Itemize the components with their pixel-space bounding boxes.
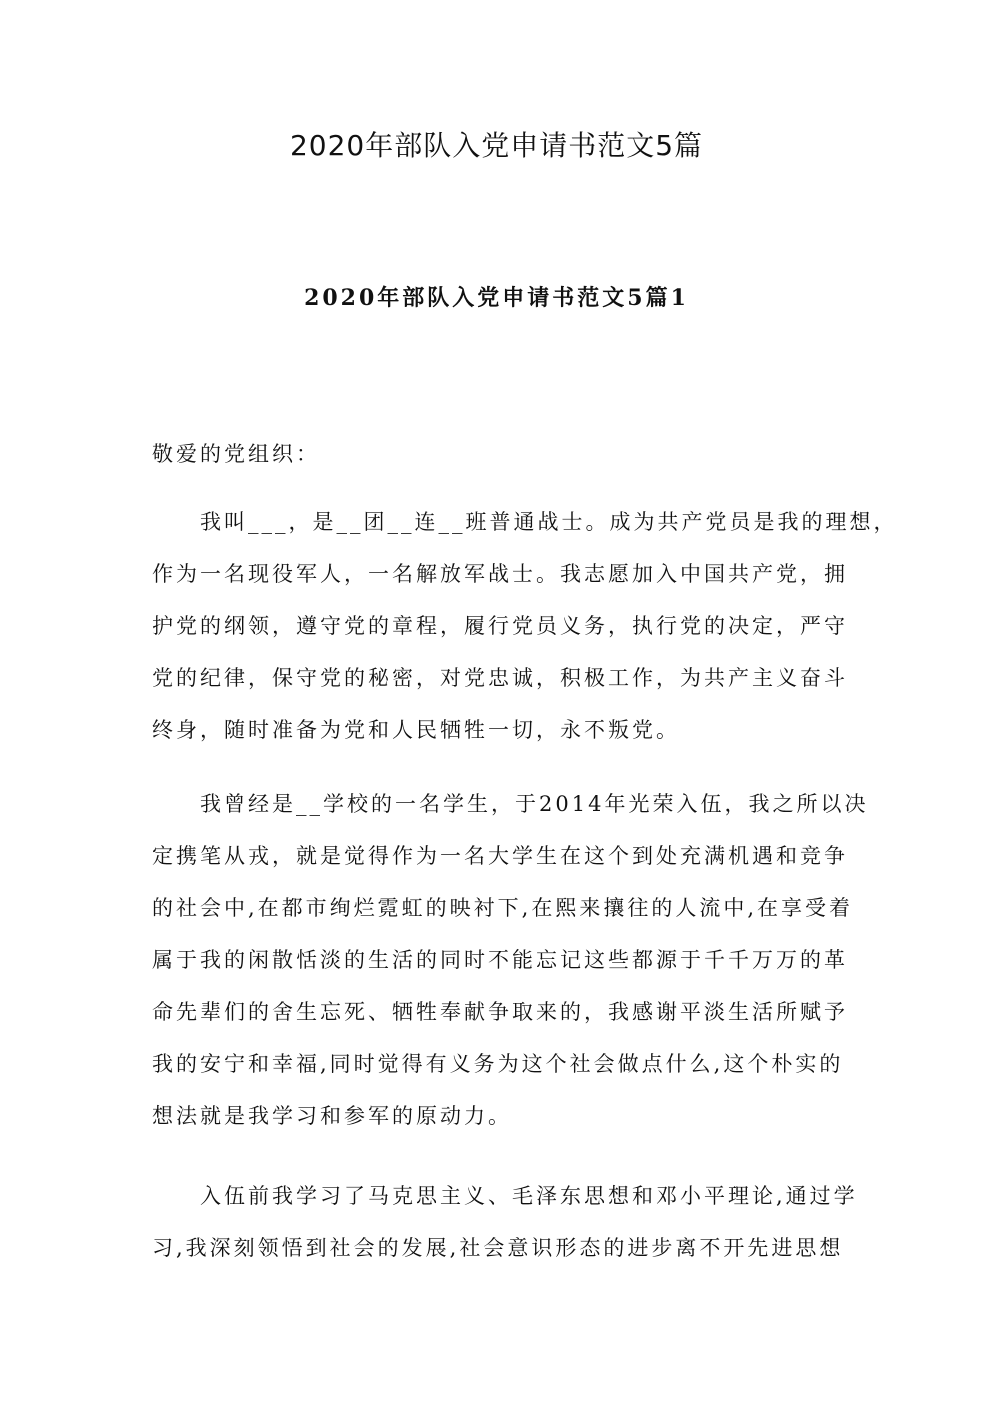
- paragraph-line: 习,我深刻领悟到社会的发展,社会意识形态的进步离不开先进思想: [152, 1236, 844, 1260]
- paragraph-line: 我叫___，是__团__连__班普通战士。成为共产党员是我的理想，: [200, 510, 898, 534]
- paragraph-line: 的社会中,在都市绚烂霓虹的映衬下,在熙来攘往的人流中,在享受着: [152, 896, 854, 920]
- document-title: 2020年部队入党申请书范文5篇: [289, 129, 704, 162]
- paragraph-line: 终身，随时准备为党和人民牺牲一切，永不叛党。: [152, 718, 680, 742]
- paragraph-line: 作为一名现役军人，一名解放军战士。我志愿加入中国共产党，拥: [152, 562, 848, 586]
- salutation: 敬爱的党组织：: [152, 442, 320, 466]
- paragraph-3: [152, 1170, 858, 1274]
- paragraph-1: [152, 496, 898, 756]
- paragraph-line: 属于我的闲散恬淡的生活的同时不能忘记这些都源于千千万万的革: [152, 948, 848, 972]
- paragraph-line: 党的纪律，保守党的秘密，对党忠诚，积极工作，为共产主义奋斗: [152, 666, 848, 690]
- paragraph-line: 定携笔从戎，就是觉得作为一名大学生在这个到处充满机遇和竞争: [152, 844, 848, 868]
- paragraph-line: 命先辈们的舍生忘死、牺牲奉献争取来的，我感谢平淡生活所赋予: [152, 1000, 848, 1024]
- section-title: 2020年部队入党申请书范文5篇1: [304, 285, 689, 311]
- paragraph-2: [152, 778, 869, 1142]
- paragraph-line: 我曾经是__学校的一名学生，于2014年光荣入伍，我之所以决: [200, 792, 869, 816]
- paragraph-line: 入伍前我学习了马克思主义、毛泽东思想和邓小平理论,通过学: [200, 1184, 858, 1208]
- paragraph-line: 护党的纲领，遵守党的章程，履行党员义务，执行党的决定，严守: [152, 614, 848, 638]
- paragraph-line: 我的安宁和幸福,同时觉得有义务为这个社会做点什么,这个朴实的: [152, 1052, 844, 1076]
- paragraph-line: 想法就是我学习和参军的原动力。: [152, 1104, 512, 1128]
